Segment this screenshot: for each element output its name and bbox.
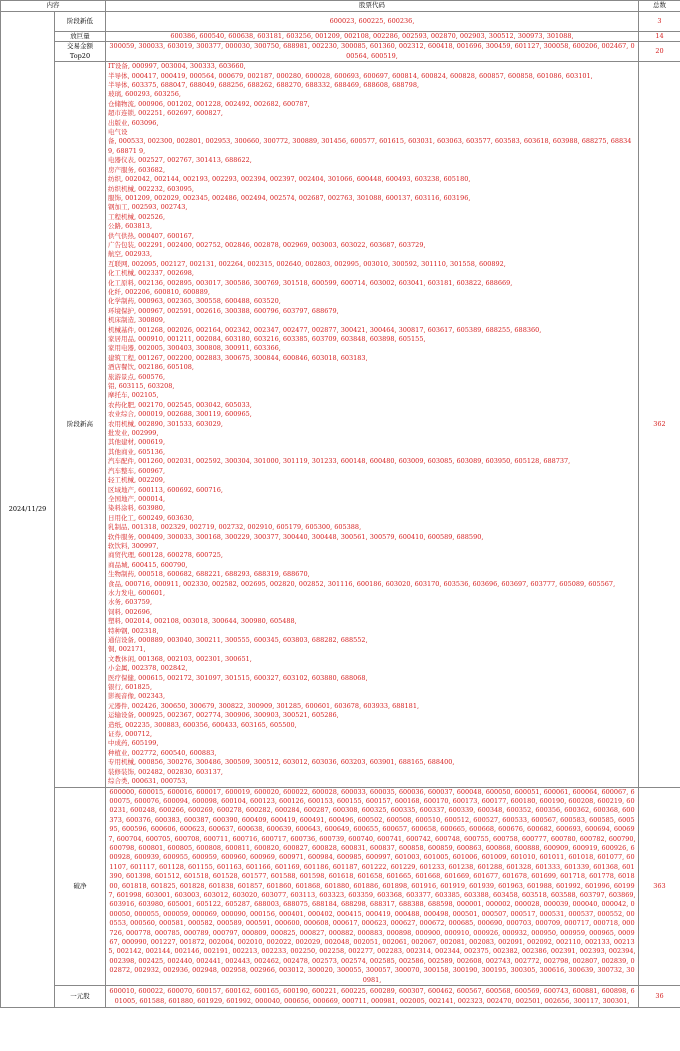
codes-cell: 300059, 300033, 603019, 300377, 000030, 300750, 688981, 002230, 300085, 601360, 002312, 600418, 001696, 300459, 601127, 300058, 600206, 002467, 000564, 600519, — [106, 42, 639, 62]
industry-line: 工程机械, 002526, — [108, 212, 166, 221]
category-cell: 放巨量 — [55, 32, 106, 42]
industry-line: 装修装饰, 002482, 002830, 603137, — [108, 767, 223, 776]
category-cell: 一元股 — [55, 986, 106, 1008]
industry-line: 环境保护, 000967, 002591, 002616, 300388, 600796, 603797, 688679, — [108, 306, 339, 315]
industry-line: 农药化肥, 002170, 002545, 003042, 605033, — [108, 400, 252, 409]
industry-line: 供气供热, 000407, 600167, — [108, 231, 194, 240]
category-cell: 阶段新低 — [55, 12, 106, 32]
industry-line: 仓储物流, 000906, 001202, 001228, 002492, 002682, 600787, — [108, 99, 310, 108]
header-total: 总数 — [639, 1, 680, 12]
industry-line: 铜, 002171, — [108, 645, 146, 654]
industry-line: 化工机械, 002337, 002698, — [108, 269, 194, 278]
industry-line: 航空, 002933, — [108, 250, 153, 259]
industry-line: 软件服务, 000409, 300033, 300168, 300229, 300377, 300440, 300448, 300561, 300579, 600410, 600589, 688590, — [108, 532, 484, 541]
industry-line: 染料涂料, 603980, — [108, 504, 166, 513]
header-content: 内容 — [1, 1, 106, 12]
count-cell: 363 — [639, 787, 680, 986]
industry-line: 特种钢, 002318, — [108, 626, 159, 635]
industry-line: 水务, 603759, — [108, 598, 153, 607]
industry-line: 商品城, 600415, 600790, — [108, 560, 188, 569]
table-row — [1, 42, 680, 62]
table-row — [1, 32, 680, 42]
industry-line: 轻工机械, 002209, — [108, 476, 166, 485]
category-cell: 交易金额Top20 — [55, 42, 106, 62]
industry-line: 小金属, 002378, 002842, — [108, 664, 188, 673]
industry-line: 半导体, 603375, 688047, 688049, 688256, 688262, 688270, 688332, 688469, 688608, 688798, — [108, 81, 420, 90]
industry-line: 摩托车, 002105, — [108, 391, 159, 400]
industry-line: 机床制造, 300809, — [108, 316, 166, 325]
industry-line: 其他建材, 000619, — [108, 438, 166, 447]
industry-line: 纺织机械, 002232, 603095, — [108, 184, 194, 193]
industry-line: 化纤, 002206, 600810, 600889, — [108, 287, 210, 296]
industry-line: 造纸, 002235, 300883, 600356, 600433, 603165, 605500, — [108, 720, 297, 729]
codes-cell: 600010, 600022, 600070, 600157, 600162, 600165, 600190, 600221, 600225, 600289, 600307, 600462, 600567, 600568, 600569, 600743, 600881, 600898, 601005, 601588, 601880, 601929, 601992, 000040, 000656, 000669, 000711, 000981, 002005, 002141, 002323, 002470, 002501, 002656, 300117, 300301, — [106, 986, 639, 1008]
industry-line: 文教休闲, 001368, 002103, 002301, 300651, — [108, 654, 252, 663]
industry-line: 种植业, 002772, 600540, 600883, — [108, 748, 217, 757]
industry-line: 旅游景点, 600576, — [108, 372, 166, 381]
industry-line: 化学制药, 000963, 002365, 300558, 600488, 603520, — [108, 297, 281, 306]
industry-line: 半导体, 000417, 000419, 000564, 000679, 002187, 000280, 600028, 600693, 600697, 600814, 600824, 600828, 600857, 600858, 601086, 603101, — [108, 71, 593, 80]
industry-line: 区域地产, 600113, 600692, 600716, — [108, 485, 223, 494]
industry-line: 银行, 601825, — [108, 683, 153, 692]
industry-line: 汽车整车, 600967, — [108, 466, 166, 475]
industry-line: 机械基件, 001268, 002026, 002164, 002342, 002347, 002477, 002877, 300421, 300464, 300817, 603617, 605389, 688255, 688360, — [108, 325, 542, 334]
industry-line: 纺织, 002042, 002144, 002193, 002293, 002394, 002397, 002404, 301066, 600448, 600493, 603238, 605180, — [108, 175, 471, 184]
industry-line: 广告包装, 002291, 002400, 002752, 002846, 002878, 002969, 003003, 603022, 603687, 603729, — [108, 240, 426, 249]
industry-line: 汽车配件, 001260, 002031, 002592, 300304, 301000, 301119, 301233, 600148, 600480, 603009, 603085, 603089, 603950, 605128, 688737, — [108, 457, 571, 466]
industry-line: 专用机械, 000856, 300276, 300486, 300509, 300512, 603012, 603036, 603203, 603901, 688165, 688400, — [108, 758, 455, 767]
date-cell: 2024/11/29 — [1, 12, 55, 1008]
industry-line: 批发业, 002999, — [108, 429, 159, 438]
industry-line: 中成药, 605199, — [108, 739, 159, 748]
industry-line: 酒店餐饮, 002186, 605108, — [108, 363, 194, 372]
industry-line: 化工原料, 002136, 002895, 003017, 300586, 300769, 301518, 600599, 600714, 603002, 603041, 603181, 603822, 688669, — [108, 278, 513, 287]
industry-line: 公路, 603813, — [108, 222, 153, 231]
category-cell: 阶段新高 — [55, 62, 106, 787]
industry-line: 农用机械, 002890, 301533, 603029, — [108, 419, 223, 428]
industry-line: 日用化工, 600249, 603630, — [108, 513, 194, 522]
industry-line: 运输设备, 000925, 002367, 002774, 300906, 300903, 300521, 605286, — [108, 711, 339, 720]
industry-line: 玻璃, 600293, 603256, — [108, 90, 181, 99]
industry-line: 商贸代理, 600128, 600278, 600725, — [108, 551, 223, 560]
industry-line: 医疗保健, 000615, 002172, 301097, 301515, 600327, 603102, 603880, 688068, — [108, 673, 368, 682]
codes-cell: 600000, 600015, 600016, 600017, 600019, 600020, 600022, 600028, 600033, 600035, 600036, 600037, 600048, 600050, 600051, 600061, 600064, 600067, 600075, 600076, 600094, 600098, 600104, 600123, 600126, 600153, 600155, 600157, 600168, 600170, 600173, 600177, 600180, 600190, 600208, 600219, 600231, 600248, 600266, 600269, 600278, 600282, 600284, 600287, 600308, 600325, 600335, 600337, 600339, 600348, 600352, 600356, 600362, 600368, 600373, 600376, 600383, 600387, 600390, 600409, 600419, 600491, 600496, 600502, 600508, 600510, 600512, 600527, 600533, 600567, 600583, 600585, 600595, 600596, 600606, 600623, 600637, 600638, 600639, 600643, 600649, 600655, 600657, 600658, 600665, 600668, 600676, 600682, 600693, 600694, 600697, 600704, 600705, 600708, 600711, 600716, 600717, 600736, 600739, 600740, 600741, 600742, 600748, 600755, 600758, 600777, 600780, 600782, 600790, 600798, 600801, 600805, 600808, 600811, 600820, 600827, 600828, 600831, 600837, 600858, 600859, 600863, 600868, 600888, 600909, 600919, 600926, 600928, 600939, 600955, 600959, 600960, 600969, 600971, 600984, 600985, 600997, 601003, 601005, 601006, 601009, 601010, 601011, 601018, 601077, 601107, 601117, 601128, 601155, 601163, 601166, 601169, 601186, 601187, 601222, 601229, 601233, 601238, 601288, 601328, 601333, 601339, 601368, 601390, 601398, 601512, 601518, 601528, 601577, 601588, 601598, 601618, 601658, 601665, 601668, 601669, 601677, 601678, 601699, 601718, 601778, 601800, 601818, 601825, 601828, 601838, 601857, 601860, 601868, 601880, 601886, 601898, 601916, 601919, 601939, 601963, 601988, 601992, 601996, 601997, 601998, 603001, 603003, 603012, 603020, 603077, 603113, 603323, 603359, 603368, 603377, 603385, 603388, 603458, 603518, 603588, 603797, 603869, 603916, 603980, 605001, 605122, 605287, 688003, 688075, 688184, 688298, 688317, 688388, 688598, 000001, 000002, 000028, 000039, 000040, 000042, 000050, 000055, 000059, 000069, 000090, 000156, 000401, 000402, 000415, 000419, 000488, 000498, 000501, 000507, 000517, 000531, 000537, 000552, 000553, 000560, 000581, 000582, 000589, 000591, 000600, 000608, 000617, 000623, 000627, 000672, 000685, 000690, 000703, 000709, 000717, 000718, 000726, 000778, 000785, 000789, 000797, 000809, 000825, 000827, 000882, 000883, 000898, 000900, 000910, 000926, 000932, 000950, 000959, 000965, 000967, 000990, 001227, 001872, 002004, 002010, 002022, 002029, 002048, 002051, 002061, 002067, 002081, 002083, 002091, 002092, 002110, 002133, 002135, 002142, 002144, 002146, 002191, 002213, 002233, 002250, 002258, 002277, 002283, 002314, 002344, 002375, 002382, 002386, 002391, 002393, 002394, 002398, 002425, 002440, 002441, 002443, 002462, 002478, 002573, 002574, 002585, 002586, 002589, 002608, 002743, 002772, 002798, 002807, 002839, 002872, 002932, 002936, 002948, 002958, 002966, 003012, 300020, 300055, 300057, 300070, 300158, 300190, 300195, 300305, 300616, 300639, 300732, 300981, — [106, 787, 639, 986]
industry-line: 全国地产, 000014, — [108, 494, 166, 503]
industry-line: 农业综合, 000019, 002688, 300119, 600965, — [108, 410, 252, 419]
header-codes: 股票代码 — [106, 1, 639, 12]
industry-line: 塑料, 002014, 002108, 003018, 300644, 300980, 605488, — [108, 617, 297, 626]
industry-line: 出版业, 603096, — [108, 118, 159, 127]
industry-line: 钢加工, 002593, 002743, — [108, 203, 188, 212]
industry-line: 服饰, 001209, 002029, 002345, 002486, 002494, 002574, 002687, 002763, 301088, 600137, 603116, 603196, — [108, 193, 471, 202]
industry-line: IT设备, 000997, 003004, 300333, 603660, — [108, 62, 246, 71]
industry-line: 元器件, 002426, 300650, 300679, 300822, 300909, 301285, 600601, 603678, 603933, 688181, — [108, 701, 420, 710]
industry-line: 综合类, 000631, 000753, — [108, 777, 188, 786]
count-cell: 362 — [639, 62, 680, 787]
industry-line: 影视音像, 002343, — [108, 692, 166, 701]
table-row — [1, 787, 680, 986]
header-row — [1, 1, 680, 12]
industry-line: 家居用品, 000910, 001211, 002084, 603180, 603216, 603385, 603709, 603848, 603898, 605155, — [108, 335, 426, 343]
industry-line: 乳制品, 001318, 002329, 002719, 002732, 002910, 605179, 605300, 605388, — [108, 523, 362, 532]
industry-line: 铝, 603115, 603208, — [108, 382, 175, 391]
industry-line: 超市连锁, 002251, 602697, 600827, — [108, 109, 223, 118]
industry-line: 生物制药, 000518, 600682, 688221, 688293, 688319, 688670, — [108, 570, 310, 579]
industry-line: 水力发电, 600601, — [108, 588, 166, 597]
industry-line: 饲料, 002696, — [108, 607, 153, 616]
industry-line: 家用电器, 002005, 300403, 300808, 300911, 603366, — [108, 344, 281, 353]
count-cell: 20 — [639, 42, 680, 62]
table-row — [1, 62, 680, 787]
industry-line: 备, 000533, 002300, 002801, 002953, 300660, 300772, 300889, 301456, 600577, 601615, 603031, 603063, 603577, 603583, 603618, 603988, 688275, 688349, 68871 9, — [108, 137, 632, 155]
industry-line: 电器仪表, 002527, 002767, 301413, 688622, — [108, 156, 252, 165]
codes-cell: 600386, 600540, 600638, 603181, 603256, 001209, 002108, 002286, 002593, 002870, 002903, 300512, 300973, 301088, — [106, 32, 639, 42]
table-row — [1, 12, 680, 32]
industry-line: 其他商业, 605136, — [108, 447, 166, 456]
industry-line: 电气设 — [108, 128, 128, 137]
industry-line: 软饮料, 300997, — [108, 541, 159, 550]
count-cell: 36 — [639, 986, 680, 1008]
table-row — [1, 986, 680, 1008]
count-cell: 14 — [639, 32, 680, 42]
category-cell: 破净 — [55, 787, 106, 986]
industry-line: 互联网, 002095, 002127, 002131, 002264, 002315, 002640, 002803, 002995, 003010, 300592, 301110, 301558, 600892, — [108, 259, 506, 268]
codes-cell-new-high — [106, 62, 639, 787]
industry-line: 通信设备, 000889, 003040, 300211, 300555, 600345, 603803, 688282, 688552, — [108, 636, 368, 644]
count-cell: 3 — [639, 12, 680, 32]
industry-line: 建筑工程, 001267, 002200, 002883, 300675, 300844, 600846, 603018, 603183, — [108, 353, 368, 362]
industry-line: 食品, 000716, 000911, 002330, 002582, 002695, 002820, 002852, 301116, 600186, 603020, 603170, 603536, 603696, 603697, 603777, 605089, 605567, — [108, 579, 616, 588]
codes-cell: 600023, 600225, 600236, — [106, 12, 639, 32]
industry-line: 证券, 000712, — [108, 730, 153, 739]
industry-line: 房产服务, 603682, — [108, 165, 166, 174]
